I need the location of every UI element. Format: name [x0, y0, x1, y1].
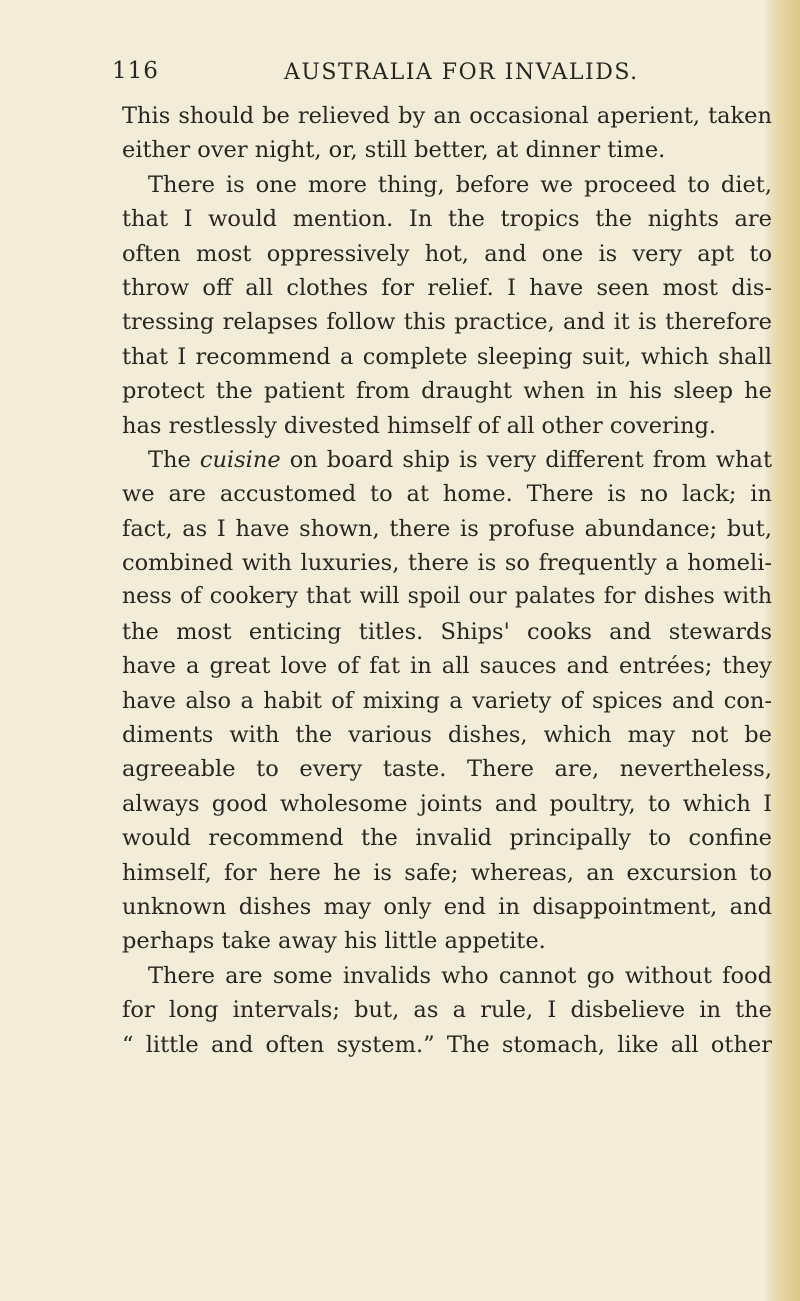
text-line: agreeable to every taste. There are, nevertheless, — [122, 756, 772, 783]
text-line: fact, as I have shown, there is profuse abundance; but, — [122, 515, 772, 542]
text-line: either over night, or, still better, at dinner time. — [122, 137, 666, 164]
text-line: for long intervals; but, as a rule, I disbelieve in the — [122, 997, 772, 1024]
text-line: throw off all clothes for relief. I have seen most dis- — [122, 274, 772, 301]
text-line: There are some invalids who cannot go without food — [148, 962, 772, 989]
italic-word: cuisine — [199, 446, 281, 473]
text-line: we are accustomed to at home. There is no lack; in — [122, 481, 772, 508]
text-line: always good wholesome joints and poultry, to which I — [122, 790, 772, 817]
running-head: AUSTRALIA FOR INVALIDS. — [284, 60, 639, 85]
text-line — [122, 443, 772, 477]
text-line: that I would mention. In the tropics the nights are — [122, 206, 772, 233]
text-line: have a great love of fat in all sauces and entrées; they — [122, 653, 772, 680]
text-line: There is one more thing, before we proceed to diet, — [148, 171, 772, 198]
text-line: has restlessly divested himself of all other covering. — [122, 412, 717, 439]
text-line: often most oppressively hot, and one is very apt to — [122, 240, 772, 267]
text-run: The — [148, 446, 200, 473]
text-line: that I recommend a complete sleeping suit, which shall — [122, 343, 772, 370]
text-run: on board ship is very different from what — [280, 446, 772, 473]
text-line: protect the patient from draught when in his sleep he — [122, 378, 772, 405]
text-line: diments with the various dishes, which may not be — [122, 722, 772, 749]
page-number: 116 — [112, 58, 159, 84]
text-line: tressing relapses follow this practice, and it is therefore — [122, 309, 772, 336]
text-line: “ little and often system.” The stomach, like all other — [122, 1031, 772, 1058]
body-text — [122, 99, 772, 1062]
text-line: ness of cookery that will spoil our palates for dishes with — [122, 584, 772, 610]
text-line: This should be relieved by an occasional aperient, taken — [122, 103, 772, 129]
text-line: unknown dishes may only end in disappointment, and — [122, 893, 772, 920]
text-line: perhaps take away his little appetite. — [122, 928, 546, 955]
text-line: himself, for here he is safe; whereas, an excursion to — [122, 859, 772, 886]
text-line: have also a habit of mixing a variety of spices and con- — [122, 687, 772, 714]
text-line: the most enticing titles. Ships' cooks and stewards — [122, 618, 772, 645]
page-header — [112, 58, 692, 94]
text-line: combined with luxuries, there is so frequently a homeli- — [122, 550, 772, 577]
text-line: would recommend the invalid principally to confine — [122, 825, 772, 852]
